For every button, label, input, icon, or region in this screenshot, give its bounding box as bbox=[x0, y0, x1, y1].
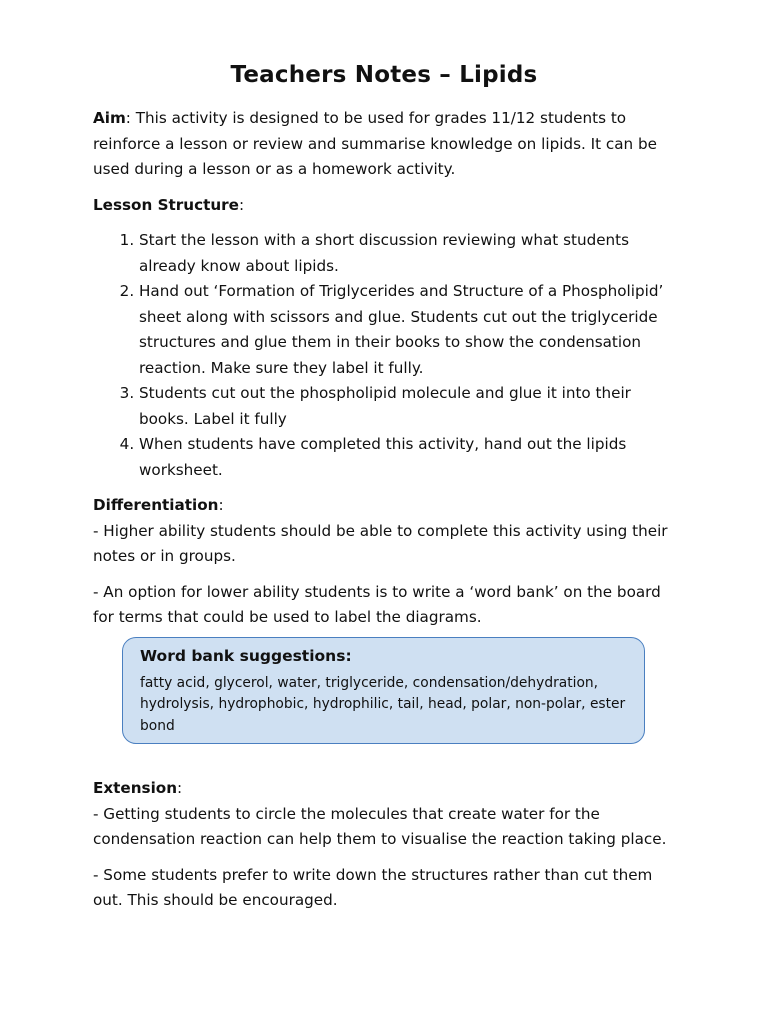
page-title: Teachers Notes – Lipids bbox=[230, 62, 538, 88]
lesson-steps-list bbox=[93, 228, 683, 483]
aim-text: : This activity is designed to be used for grades 11/12 students to reinforce a lesson or review and summarise knowledge on lipids. It can be used during a lesson or as a homework activity. bbox=[93, 109, 657, 178]
differentiation-point-1: - Higher ability students should be able to complete this activity using their notes or in groups. bbox=[93, 521, 668, 565]
extension-section bbox=[93, 776, 683, 914]
heading-colon: : bbox=[238, 195, 245, 214]
list-item: 2. Hand out ‘Formation of Triglycerides and Structure of a Phospholipid’ sheet along with scissors and glue. Students cut out the triglyceride structures and glue them in their books to show the condensation reaction. Make sure they label it fully. bbox=[139, 279, 683, 381]
word-bank-title: Word bank suggestions: bbox=[140, 646, 352, 665]
heading-colon: : bbox=[177, 779, 183, 797]
extension-point-2: - Some students prefer to write down the structures rather than cut them out. This should be encouraged. bbox=[93, 865, 653, 909]
differentiation-section bbox=[93, 493, 683, 631]
lesson-structure-heading bbox=[93, 193, 683, 219]
word-bank-terms: fatty acid, glycerol, water, triglyceride, condensation/dehydration, hydrolysis, hydrophobic, hydrophilic, tail, head, polar, non-polar, ester bond bbox=[140, 674, 626, 734]
extension-heading bbox=[93, 776, 683, 802]
heading-colon: : bbox=[218, 496, 224, 514]
aim-paragraph bbox=[93, 106, 683, 183]
aim-label: Aim bbox=[93, 109, 126, 127]
list-item: 4. When students have completed this activity, hand out the lipids worksheet. bbox=[139, 432, 683, 483]
document-body bbox=[93, 106, 683, 924]
list-item: 3. Students cut out the phospholipid molecule and glue it into their books. Label it fully bbox=[139, 381, 683, 432]
lesson-structure-label: Lesson Structure bbox=[93, 195, 239, 214]
list-item: 1. Start the lesson with a short discussion reviewing what students already know about lipids. bbox=[139, 228, 683, 279]
extension-point-1: - Getting students to circle the molecules that create water for the condensation reaction can help them to visualise the reaction taking place. bbox=[93, 804, 667, 848]
extension-label: Extension bbox=[93, 779, 178, 797]
differentiation-label: Differentiation bbox=[93, 496, 219, 514]
word-bank-box bbox=[122, 637, 645, 745]
differentiation-heading bbox=[93, 493, 683, 519]
spacer bbox=[93, 744, 683, 776]
differentiation-point-2: - An option for lower ability students is to write a ‘word bank’ on the board for terms that could be used to label the diagrams. bbox=[93, 582, 661, 626]
